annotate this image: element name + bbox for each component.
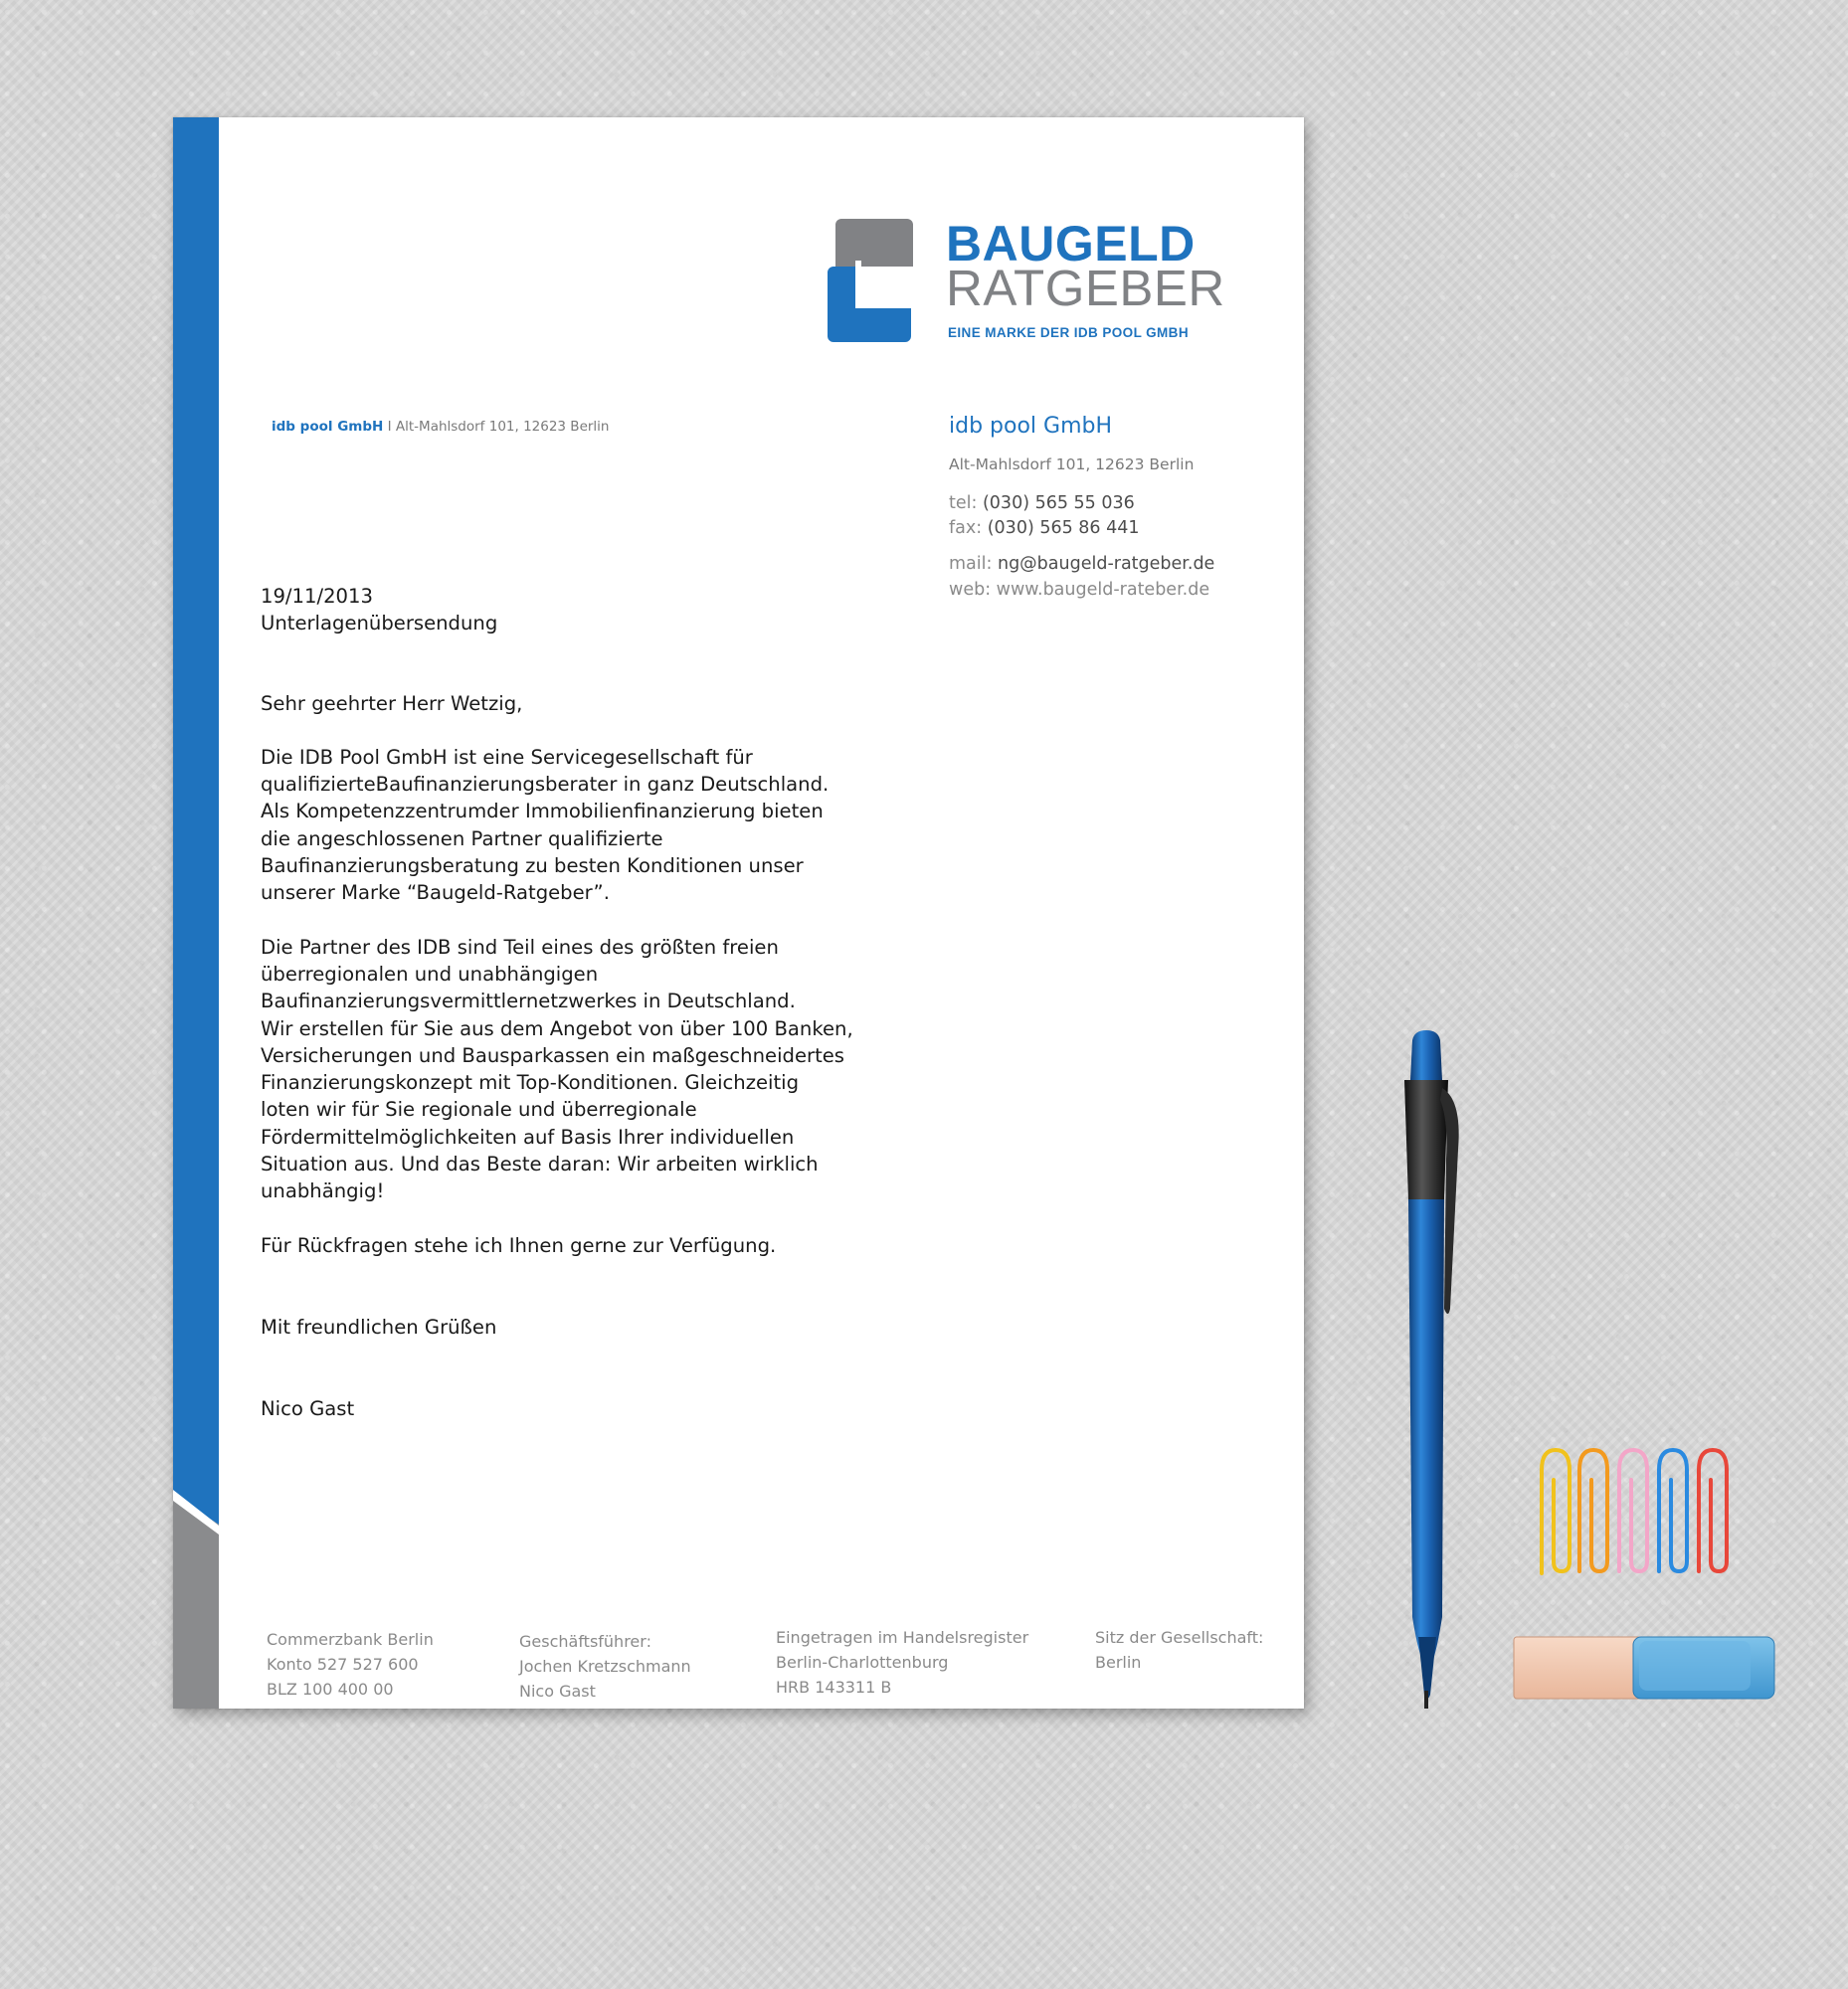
letter-signature: Nico Gast: [261, 1397, 355, 1421]
footer-management-line: Geschäftsführer:: [519, 1632, 651, 1651]
mail-value: ng@baugeld-ratgeber.de: [997, 554, 1215, 574]
footer-bank-line: Commerzbank Berlin: [267, 1630, 434, 1649]
letter-salutation: Sehr geehrter Herr Wetzig,: [261, 691, 523, 715]
footer-seat-line: Berlin: [1095, 1653, 1142, 1672]
letter-paragraph-2: Die Partner des IDB sind Teil eines des größten freien überregionalen und unabhängigen Baufinanzierungsvermittlernetzwerkes in Deutschland. Wir erstellen für Sie aus dem Angebot von über 100 Banken, Versicherungen und Bausparkassen ein maßgeschneidertes Finanzierungskonzept mit Top-Konditionen. Gleichzeitig loten wir für Sie regionale und überregionale Fördermittelmöglichkeiten auf Basis Ihrer individuellen Situation aus. Und das Beste daran: Wir arbeiten wirklich unabhängig!: [261, 935, 853, 1203]
web-label: web:: [949, 580, 992, 600]
contact-online: [949, 551, 1287, 603]
contact-mail: [949, 551, 1287, 577]
brand-name-line2: RATGEBER: [946, 260, 1225, 316]
mail-label: mail:: [949, 554, 993, 574]
letter-closing: Mit freundlichen Grüßen: [261, 1315, 497, 1339]
fax-value: (030) 565 86 441: [987, 518, 1140, 538]
footer-management-line: Nico Gast: [519, 1682, 596, 1701]
footer-register: [776, 1625, 1028, 1700]
footer-register-line: HRB 143311 B: [776, 1678, 892, 1697]
footer-seat: [1095, 1625, 1263, 1675]
contact-company: idb pool GmbH: [949, 414, 1113, 439]
contact-phones: [949, 491, 1287, 541]
sender-separator: I: [387, 419, 392, 435]
footer-register-line: Berlin-Charlottenburg: [776, 1653, 949, 1672]
sender-company: idb pool GmbH: [272, 419, 384, 435]
tel-label: tel:: [949, 493, 978, 513]
logo-mark-icon: [828, 219, 913, 342]
paperclips-icon: [1528, 1444, 1756, 1579]
letterhead-sheet: [173, 117, 1304, 1709]
web-value: www.baugeld-rateber.de: [996, 580, 1210, 600]
footer-seat-line: Sitz der Gesellschaft:: [1095, 1628, 1264, 1647]
sender-return-address: [272, 419, 610, 435]
brand-logo: [828, 216, 1285, 358]
contact-fax: [949, 516, 1287, 541]
contact-address: Alt-Mahlsdorf 101, 12623 Berlin: [949, 455, 1195, 473]
footer-bank: [267, 1627, 434, 1702]
side-accent-bar: [173, 117, 219, 1709]
sender-address: Alt-Mahlsdorf 101, 12623 Berlin: [395, 419, 610, 435]
footer-register-line: Eingetragen im Handelsregister: [776, 1628, 1029, 1647]
pen-icon: [1390, 1030, 1466, 1711]
letter-closing-question: Für Rückfragen stehe ich Ihnen gerne zur Verfügung.: [261, 1233, 777, 1257]
fax-label: fax:: [949, 518, 983, 538]
brand-tagline: EINE MARKE DER IDB POOL GMBH: [948, 325, 1189, 340]
contact-block: [949, 414, 1287, 603]
contact-web: [949, 577, 1287, 603]
letter-paragraph-1: Die IDB Pool GmbH ist eine Servicegesellschaft für qualifizierteBaufinanzierungsberater in ganz Deutschland. Als Kompetenzzentrumder Immobilienfinanzierung bieten die angeschlossenen Partner qualifizierte Baufinanzierungsberatung zu besten Konditionen unser unserer Marke “Baugeld-Ratgeber”.: [261, 745, 830, 905]
letter-subject: Unterlagenübersendung: [261, 612, 498, 635]
eraser-icon: [1512, 1633, 1776, 1703]
footer-management-line: Jochen Kretzschmann: [519, 1657, 691, 1676]
footer-bank-line: Konto 527 527 600: [267, 1655, 419, 1674]
footer-bank-line: BLZ 100 400 00: [267, 1680, 394, 1699]
tel-value: (030) 565 55 036: [982, 493, 1135, 513]
brand-name-line1: BAUGELD: [946, 216, 1196, 271]
contact-tel: [949, 491, 1287, 516]
footer-management: [519, 1629, 691, 1704]
letter-date: 19/11/2013: [261, 585, 373, 608]
letter-body: [261, 583, 877, 1423]
